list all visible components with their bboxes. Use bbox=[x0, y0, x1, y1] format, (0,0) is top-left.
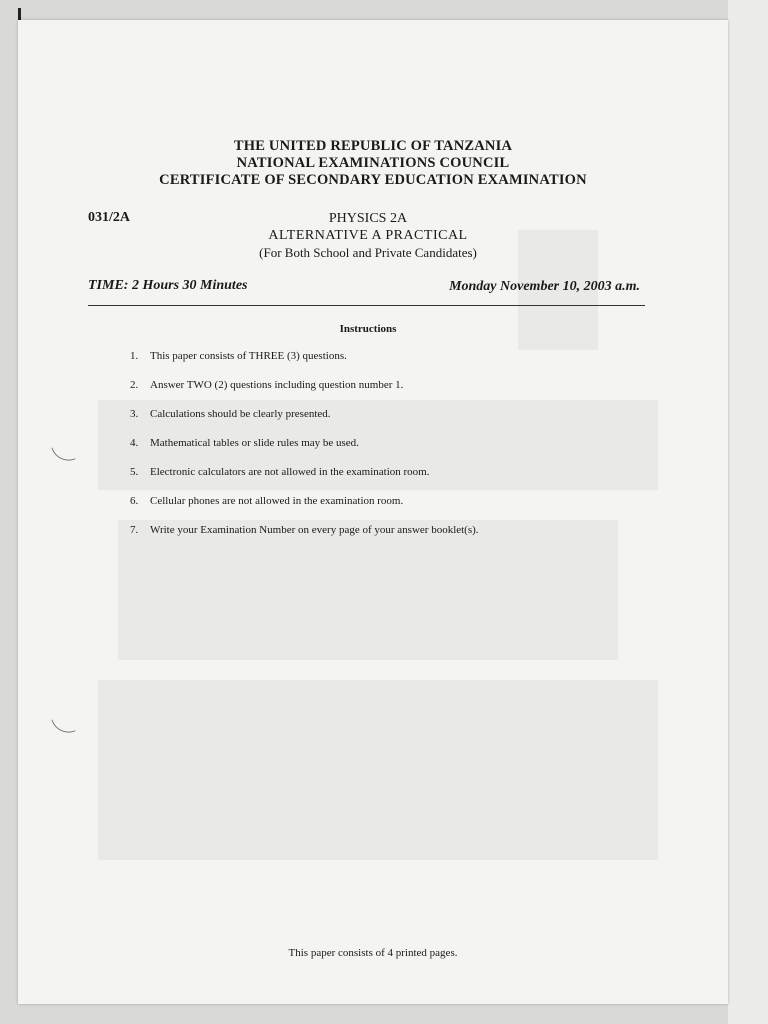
list-item bbox=[130, 437, 479, 466]
instructions-list bbox=[130, 350, 479, 553]
paper-subject-block bbox=[18, 210, 718, 261]
paper-code: 031/2A bbox=[88, 210, 130, 225]
item-text: Write your Examination Number on every page of your answer booklet(s). bbox=[150, 524, 479, 536]
item-text: Electronic calculators are not allowed in the examination room. bbox=[150, 466, 430, 478]
scan-margin bbox=[728, 0, 768, 1024]
page-count-note: This paper consists of 4 printed pages. bbox=[288, 947, 458, 959]
item-number: 7. bbox=[130, 524, 139, 536]
item-text: Answer TWO (2) questions including question number 1. bbox=[150, 379, 404, 391]
item-number: 3. bbox=[130, 408, 139, 420]
list-item bbox=[130, 350, 479, 379]
list-item bbox=[130, 495, 479, 524]
header-divider bbox=[88, 305, 645, 306]
paper-subtitle: ALTERNATIVE A PRACTICAL bbox=[268, 228, 468, 243]
punch-hole-mark bbox=[51, 441, 75, 465]
paper-subject: PHYSICS 2A bbox=[328, 211, 408, 226]
show-through-block bbox=[98, 680, 658, 860]
instructions-title: Instructions bbox=[339, 323, 397, 335]
item-text: Calculations should be clearly presented. bbox=[150, 408, 331, 420]
exam-cover-page bbox=[18, 20, 728, 1004]
item-number: 4. bbox=[130, 437, 139, 449]
header-certificate: CERTIFICATE OF SECONDARY EDUCATION EXAMINATION bbox=[159, 172, 587, 188]
list-item bbox=[130, 524, 479, 553]
exam-date: Monday November 10, 2003 a.m. bbox=[449, 279, 640, 294]
list-item bbox=[130, 408, 479, 437]
item-text: Mathematical tables or slide rules may be used. bbox=[150, 437, 359, 449]
header-council: NATIONAL EXAMINATIONS COUNCIL bbox=[236, 155, 510, 171]
item-number: 5. bbox=[130, 466, 139, 478]
item-number: 2. bbox=[130, 379, 139, 391]
header-country: THE UNITED REPUBLIC OF TANZANIA bbox=[233, 138, 513, 154]
item-text: This paper consists of THREE (3) questions. bbox=[150, 350, 347, 362]
paper-candidates: (For Both School and Private Candidates) bbox=[259, 245, 477, 260]
exam-header bbox=[18, 138, 728, 189]
item-number: 6. bbox=[130, 495, 139, 507]
item-text: Cellular phones are not allowed in the examination room. bbox=[150, 495, 404, 507]
list-item bbox=[130, 466, 479, 495]
list-item bbox=[130, 379, 479, 408]
exam-duration: TIME: 2 Hours 30 Minutes bbox=[88, 278, 248, 293]
item-number: 1. bbox=[130, 350, 139, 362]
punch-hole-mark bbox=[51, 713, 75, 737]
